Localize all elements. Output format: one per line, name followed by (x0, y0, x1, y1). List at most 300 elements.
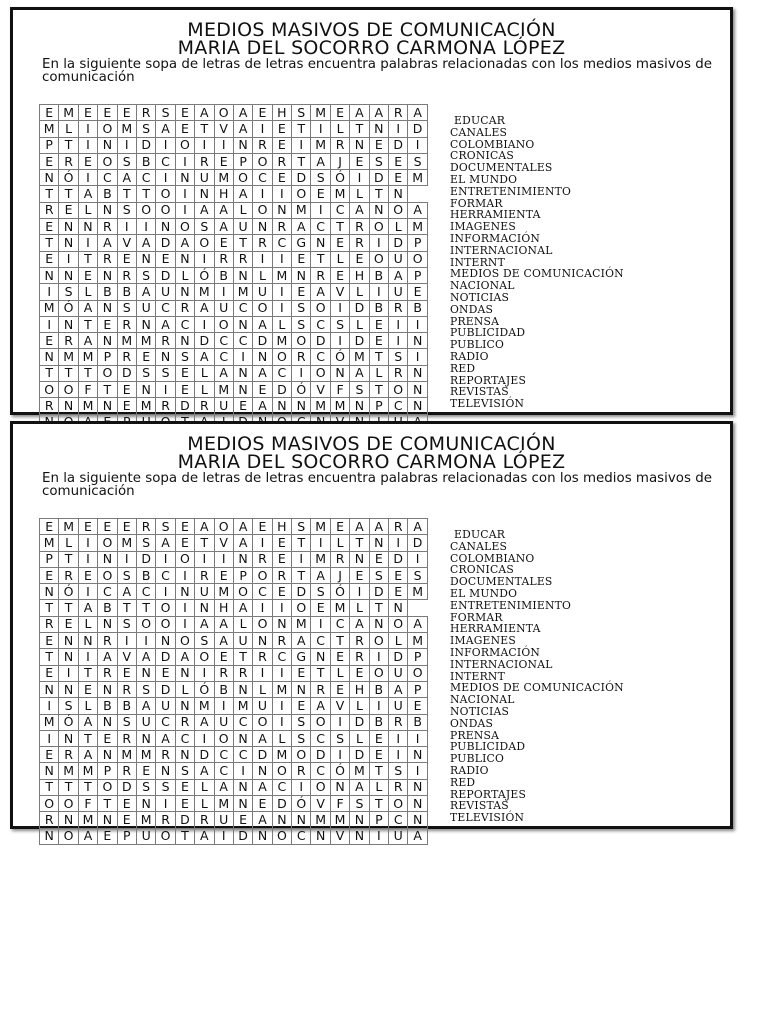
grid-cell: I (292, 365, 311, 381)
grid-cell: U (136, 828, 155, 844)
grid-cell: I (253, 665, 272, 681)
grid-cell: A (311, 153, 330, 169)
word-list-item: REPORTAJES (450, 373, 527, 387)
grid-row (40, 633, 428, 649)
grid-cell: O (272, 828, 291, 844)
grid-cell: D (156, 649, 175, 665)
grid-cell: U (214, 812, 233, 828)
sheet-author: MARIA DEL SOCORRO CARMONA LÓPEZ (177, 37, 566, 59)
grid-cell: H (350, 267, 369, 283)
grid-cell: J (330, 567, 349, 583)
word-list-item: HERRAMIENTA (450, 622, 541, 636)
grid-cell: O (253, 616, 272, 632)
grid-cell: D (350, 300, 369, 316)
grid-cell: M (40, 535, 59, 551)
grid-cell: T (369, 349, 388, 365)
grid-cell: O (156, 600, 175, 616)
grid-cell: I (389, 333, 408, 349)
grid-row (40, 698, 428, 714)
grid-cell: R (98, 633, 117, 649)
word-list-item: REPORTAJES (450, 787, 527, 801)
grid-cell: N (195, 186, 214, 202)
grid-cell: I (408, 349, 427, 365)
grid-cell: T (78, 730, 97, 746)
grid-cell: R (272, 567, 291, 583)
grid-cell: A (195, 202, 214, 218)
grid-cell: N (408, 747, 427, 763)
grid-row (40, 398, 428, 414)
grid-cell: E (272, 584, 291, 600)
word-list-item: RADIO (450, 763, 489, 777)
grid-cell: O (40, 796, 59, 812)
grid-cell: I (156, 170, 175, 186)
grid-cell: R (117, 349, 136, 365)
grid-cell: I (78, 121, 97, 137)
grid-cell: V (117, 649, 136, 665)
grid-cell: O (175, 219, 194, 235)
grid-cell: R (40, 202, 59, 218)
grid-cell: E (175, 382, 194, 398)
grid-cell: I (350, 170, 369, 186)
grid-cell: R (40, 812, 59, 828)
grid-cell: O (156, 828, 175, 844)
grid-cell: E (330, 235, 349, 251)
grid-row (40, 730, 428, 746)
grid-cell: N (369, 202, 388, 218)
grid-cell: A (253, 316, 272, 332)
grid-cell: O (98, 535, 117, 551)
grid-cell: I (117, 137, 136, 153)
grid-cell: E (40, 333, 59, 349)
word-list-item: COLOMBIANO (450, 551, 535, 565)
grid-cell: I (389, 730, 408, 746)
grid-cell: S (408, 567, 427, 583)
grid-cell: N (389, 186, 408, 202)
grid-cell: R (175, 300, 194, 316)
grid-row (40, 714, 428, 730)
grid-cell: L (78, 616, 97, 632)
grid-cell: D (156, 681, 175, 697)
grid-row (40, 828, 428, 844)
word-list-item: DOCUMENTALES (450, 161, 553, 175)
grid-cell: R (59, 333, 78, 349)
grid-cell: I (408, 763, 427, 779)
grid-cell: A (78, 186, 97, 202)
grid-cell: N (175, 698, 194, 714)
grid-cell: Ó (195, 267, 214, 283)
grid-cell: N (350, 551, 369, 567)
grid-cell: M (40, 121, 59, 137)
grid-cell: I (117, 551, 136, 567)
grid-cell: M (330, 812, 349, 828)
grid-cell: V (117, 235, 136, 251)
grid-cell: I (195, 137, 214, 153)
grid-cell: T (292, 535, 311, 551)
grid-cell: N (175, 333, 194, 349)
grid-cell: A (253, 730, 272, 746)
grid-cell: R (195, 398, 214, 414)
grid-cell: S (117, 202, 136, 218)
grid-cell: A (408, 202, 427, 218)
grid-cell: C (156, 567, 175, 583)
grid-cell: I (233, 349, 252, 365)
grid-cell: C (292, 828, 311, 844)
word-list-item: PUBLICIDAD (450, 326, 526, 340)
grid-cell: P (233, 153, 252, 169)
grid-cell: I (330, 300, 349, 316)
grid-cell: I (253, 121, 272, 137)
grid-row (40, 584, 428, 600)
grid-cell: E (59, 616, 78, 632)
grid-cell: M (136, 812, 155, 828)
grid-cell: P (233, 567, 252, 583)
grid-cell: N (233, 316, 252, 332)
grid-cell: O (136, 202, 155, 218)
word-list-item: DOCUMENTALES (450, 575, 553, 589)
grid-cell: N (233, 681, 252, 697)
grid-cell: V (214, 535, 233, 551)
grid-cell: E (175, 105, 194, 121)
grid-cell: T (311, 665, 330, 681)
grid-cell: I (369, 649, 388, 665)
grid-cell: M (311, 519, 330, 535)
word-list-item: CRONICAS (450, 149, 515, 163)
grid-cell: D (233, 828, 252, 844)
grid-cell: O (311, 365, 330, 381)
grid-cell: P (408, 681, 427, 697)
grid-cell: O (369, 219, 388, 235)
word-list-item: REVISTAS (450, 799, 509, 813)
grid-cell: N (350, 812, 369, 828)
grid-cell: I (389, 121, 408, 137)
grid-cell: D (136, 551, 155, 567)
grid-cell: N (136, 665, 155, 681)
grid-cell: B (98, 186, 117, 202)
grid-cell: R (389, 365, 408, 381)
grid-cell: S (311, 170, 330, 186)
letter-grid (39, 104, 428, 431)
grid-cell: I (292, 137, 311, 153)
grid-cell: O (156, 616, 175, 632)
grid-cell: L (350, 600, 369, 616)
grid-cell: D (292, 584, 311, 600)
grid-cell: T (98, 796, 117, 812)
grid-cell: I (389, 747, 408, 763)
grid-cell: B (214, 681, 233, 697)
grid-cell: C (272, 235, 291, 251)
grid-cell: E (117, 382, 136, 398)
grid-cell: O (59, 382, 78, 398)
grid-cell: A (195, 714, 214, 730)
grid-cell: B (214, 267, 233, 283)
grid-cell: R (292, 763, 311, 779)
grid-cell: A (408, 105, 427, 121)
grid-cell: T (292, 121, 311, 137)
grid-cell: N (408, 796, 427, 812)
grid-cell: M (408, 170, 427, 186)
word-list-item: RED (450, 361, 476, 375)
grid-cell: A (233, 535, 252, 551)
grid-cell: C (214, 349, 233, 365)
grid-cell: B (98, 284, 117, 300)
grid-cell: E (156, 251, 175, 267)
grid-cell: I (78, 551, 97, 567)
grid-cell: C (156, 153, 175, 169)
grid-cell: Ó (292, 796, 311, 812)
grid-cell: D (389, 649, 408, 665)
word-list-item: TELEVISIÓN (450, 811, 525, 825)
grid-cell: E (272, 137, 291, 153)
grid-cell: A (78, 828, 97, 844)
grid-cell: E (40, 251, 59, 267)
grid-cell: L (59, 121, 78, 137)
grid-row (40, 186, 428, 202)
grid-cell: E (408, 698, 427, 714)
word-list-item: FORMAR (450, 610, 503, 624)
grid-cell: D (369, 584, 388, 600)
grid-cell: O (175, 551, 194, 567)
grid-cell: L (253, 267, 272, 283)
grid-cell: O (369, 633, 388, 649)
word-list-item: ENTRETENIMIENTO (450, 598, 572, 612)
grid-cell: P (98, 763, 117, 779)
grid-cell: I (40, 316, 59, 332)
grid-cell: N (292, 812, 311, 828)
grid-cell: C (233, 333, 252, 349)
grid-row (40, 170, 428, 186)
grid-cell: N (175, 747, 194, 763)
grid-cell: A (408, 828, 427, 844)
grid-cell: P (369, 398, 388, 414)
grid-cell: I (330, 747, 349, 763)
grid-row (40, 349, 428, 365)
grid-cell: R (98, 219, 117, 235)
grid-cell: L (389, 219, 408, 235)
word-list-item: INTERNACIONAL (450, 243, 553, 257)
grid-cell: E (78, 267, 97, 283)
grid-cell: E (330, 681, 349, 697)
grid-cell: N (408, 398, 427, 414)
grid-cell: M (272, 747, 291, 763)
grid-row (40, 779, 428, 795)
grid-cell: C (233, 714, 252, 730)
grid-cell: M (272, 333, 291, 349)
grid-cell: N (292, 398, 311, 414)
grid-cell: S (136, 365, 155, 381)
grid-cell: M (350, 349, 369, 365)
grid-cell: E (350, 567, 369, 583)
grid-cell: U (389, 828, 408, 844)
grid-cell: N (408, 812, 427, 828)
grid-cell: I (156, 584, 175, 600)
grid-cell: I (214, 137, 233, 153)
grid-cell: E (117, 519, 136, 535)
grid-cell: L (350, 316, 369, 332)
grid-cell: D (350, 714, 369, 730)
grid-cell: N (369, 535, 388, 551)
grid-cell: H (214, 600, 233, 616)
grid-cell: D (117, 779, 136, 795)
grid-cell: R (98, 665, 117, 681)
grid-cell: G (292, 649, 311, 665)
grid-cell: I (59, 665, 78, 681)
grid-cell: I (350, 584, 369, 600)
grid-cell: A (78, 300, 97, 316)
grid-cell: R (117, 681, 136, 697)
grid-cell: I (214, 698, 233, 714)
word-list-item: INTERNT (450, 669, 505, 683)
grid-cell: S (292, 730, 311, 746)
grid-cell: N (311, 828, 330, 844)
grid-cell: N (59, 681, 78, 697)
grid-row (40, 535, 428, 551)
grid-cell: C (156, 714, 175, 730)
grid-cell: M (330, 186, 349, 202)
grid-cell: S (311, 584, 330, 600)
grid-cell: R (389, 105, 408, 121)
grid-cell: M (408, 584, 427, 600)
grid-cell: O (98, 153, 117, 169)
grid-cell: L (369, 365, 388, 381)
grid-cell: Ó (59, 714, 78, 730)
grid-cell: R (292, 349, 311, 365)
grid-cell: N (175, 584, 194, 600)
grid-cell: R (136, 519, 155, 535)
grid-cell: E (369, 316, 388, 332)
grid-cell: E (136, 763, 155, 779)
word-list-item: MEDIOS DE COMUNICACIÓN (450, 681, 624, 695)
grid-cell: U (214, 398, 233, 414)
grid-cell: M (272, 681, 291, 697)
grid-cell: O (389, 796, 408, 812)
grid-cell: A (78, 333, 97, 349)
grid-cell: E (40, 567, 59, 583)
grid-cell: E (253, 382, 272, 398)
grid-cell: D (253, 747, 272, 763)
sheet-title: MEDIOS MASIVOS DE COMUNICACIÓN (187, 433, 556, 455)
grid-cell: O (214, 105, 233, 121)
grid-cell: A (214, 365, 233, 381)
grid-cell: D (311, 333, 330, 349)
grid-cell: S (117, 616, 136, 632)
grid-cell: U (389, 284, 408, 300)
grid-cell: I (272, 600, 291, 616)
grid-row (40, 519, 428, 535)
grid-cell: E (253, 519, 272, 535)
grid-cell: A (292, 219, 311, 235)
grid-cell: R (311, 267, 330, 283)
grid-row (40, 219, 428, 235)
grid-cell: E (408, 284, 427, 300)
grid-cell: P (40, 137, 59, 153)
grid-cell: N (369, 121, 388, 137)
grid-cell: N (59, 235, 78, 251)
grid-cell: I (272, 186, 291, 202)
grid-cell: I (311, 535, 330, 551)
grid-cell: A (233, 105, 252, 121)
grid-cell: R (175, 714, 194, 730)
grid-cell: M (214, 382, 233, 398)
grid-cell: N (175, 170, 194, 186)
grid-cell: T (195, 535, 214, 551)
grid-cell: U (214, 300, 233, 316)
grid-cell: E (175, 365, 194, 381)
grid-cell: S (156, 105, 175, 121)
grid-cell: A (175, 235, 194, 251)
grid-cell: D (389, 551, 408, 567)
grid-cell: N (136, 251, 155, 267)
grid-cell: E (78, 567, 97, 583)
grid-cell: I (233, 763, 252, 779)
grid-cell: U (389, 251, 408, 267)
grid-cell: M (311, 105, 330, 121)
grid-cell: I (253, 535, 272, 551)
grid-cell: N (98, 137, 117, 153)
grid-cell: M (40, 300, 59, 316)
grid-cell: E (330, 649, 349, 665)
grid-cell: O (292, 747, 311, 763)
grid-cell: L (330, 535, 349, 551)
grid-cell: E (40, 747, 59, 763)
grid-cell: T (175, 828, 194, 844)
grid-cell: I (408, 730, 427, 746)
grid-cell: S (292, 316, 311, 332)
grid-cell: A (78, 600, 97, 616)
grid-cell: S (136, 535, 155, 551)
grid-cell: N (233, 551, 252, 567)
grid-cell: L (233, 616, 252, 632)
grid-cell: E (175, 535, 194, 551)
grid-cell: O (98, 567, 117, 583)
grid-cell: I (369, 284, 388, 300)
grid-cell: E (253, 105, 272, 121)
sheet-author: MARIA DEL SOCORRO CARMONA LÓPEZ (177, 451, 566, 473)
grid-cell: B (117, 698, 136, 714)
grid-cell: C (311, 316, 330, 332)
grid-cell: N (330, 779, 349, 795)
grid-cell: D (272, 796, 291, 812)
grid-cell: I (78, 235, 97, 251)
grid-cell: T (40, 600, 59, 616)
grid-cell: L (195, 779, 214, 795)
grid-cell: E (78, 681, 97, 697)
grid-cell: O (214, 519, 233, 535)
grid-cell: N (156, 349, 175, 365)
grid-cell: E (117, 812, 136, 828)
grid-cell: C (311, 730, 330, 746)
grid-cell: E (117, 796, 136, 812)
grid-cell: S (59, 284, 78, 300)
grid-cell: A (389, 681, 408, 697)
grid-cell: U (156, 284, 175, 300)
grid-cell: N (59, 219, 78, 235)
grid-cell: A (156, 121, 175, 137)
grid-cell: N (292, 267, 311, 283)
grid-cell: S (292, 714, 311, 730)
grid-cell: T (59, 600, 78, 616)
grid-cell: E (389, 567, 408, 583)
grid-cell: N (272, 202, 291, 218)
grid-cell: U (136, 300, 155, 316)
grid-cell: E (233, 398, 252, 414)
grid-cell: N (408, 382, 427, 398)
grid-cell: E (156, 665, 175, 681)
grid-cell: E (214, 649, 233, 665)
grid-cell: B (98, 698, 117, 714)
grid-cell: S (136, 121, 155, 137)
grid-cell: E (78, 153, 97, 169)
grid-cell: R (156, 398, 175, 414)
